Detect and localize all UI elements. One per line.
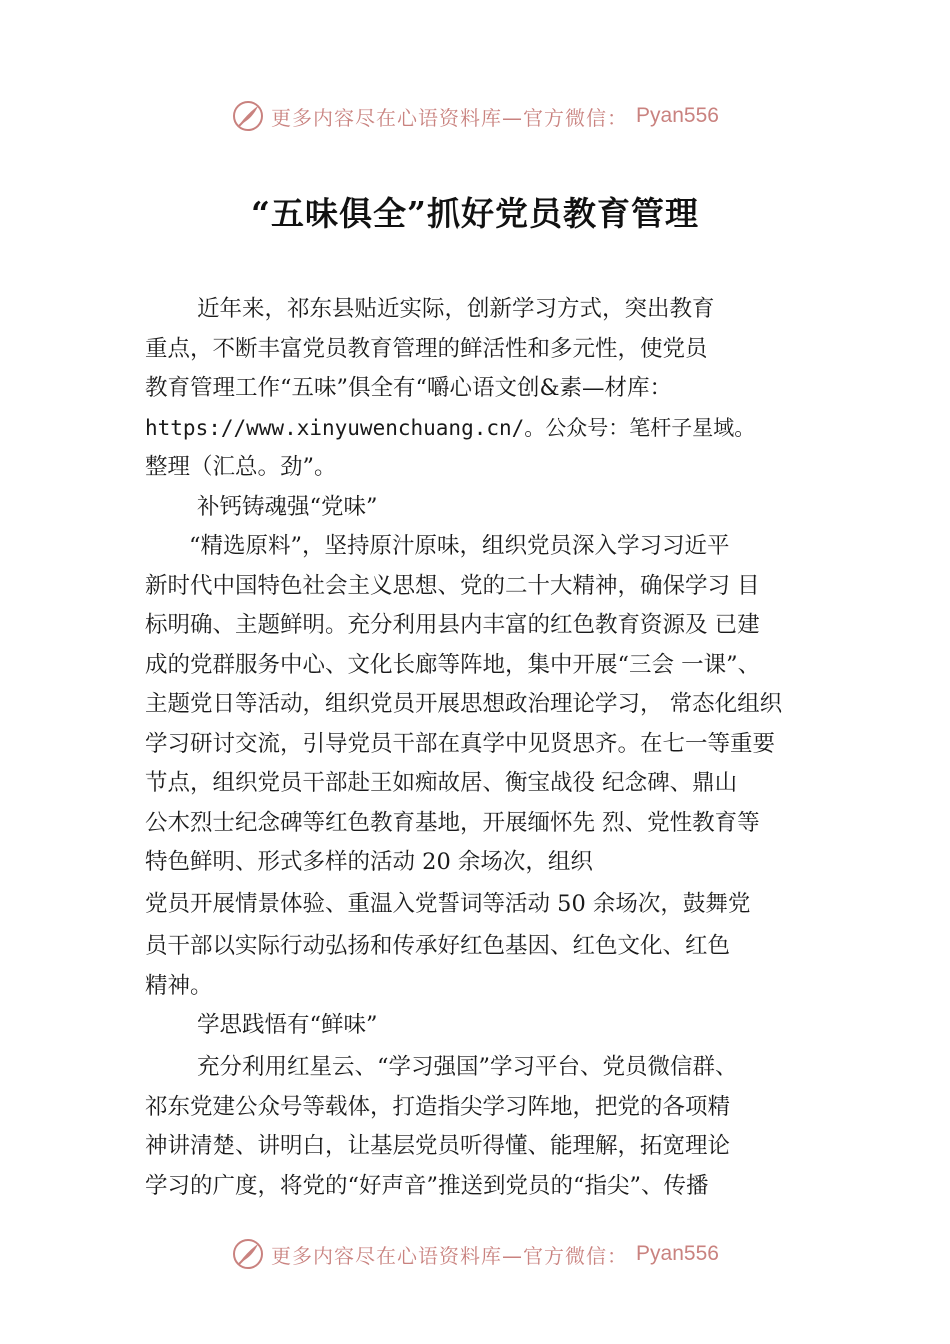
- paragraph-line: 成的党群服务中心、文化长廊等阵地，集中开展“三会 一课”、: [145, 651, 761, 678]
- paragraph-line: 党员开展情景体验、重温入党誓词等活动 50 余场次，鼓舞党: [145, 890, 751, 917]
- paragraph-line: 特色鲜明、形式多样的活动 20 余场次，组织: [145, 849, 593, 875]
- paragraph-line: 教育管理工作“五味”俱全有“嚼心语文创&素—材库：: [145, 375, 673, 401]
- paragraph-line: 学习研讨交流，引导党员干部在真学中见贤思齐。在七一等重要: [145, 730, 776, 757]
- document-body: [145, 290, 835, 1206]
- paragraph-line: 神讲清楚、讲明白，让基层党员听得懂、能理解，拓宽理论: [145, 1133, 731, 1159]
- paragraph-line: 公​⽊烈士纪念碑等红色教育基地，开展缅怀先 烈、党性教育等: [145, 809, 760, 836]
- header-watermark: [0, 96, 950, 136]
- quill-pen-logo-icon: [231, 99, 265, 133]
- document-title: “五味俱全”抓好党员教育管理: [251, 194, 699, 233]
- paragraph-line: 主题党日等活动，组织党员开展思想政治理论学习， 常态化组织: [145, 691, 783, 717]
- paragraph-line: 节点，组织党员干部赴王如痴故居、衡宝战役 纪念碑、鼎山: [145, 770, 738, 796]
- quill-pen-logo-icon: [231, 1237, 265, 1271]
- paragraph-line: 整理（汇总。劲”。: [145, 454, 337, 480]
- paragraph-line: 近年来，祁东县贴近实际，创新学习方式，突出教育: [197, 296, 715, 322]
- paragraph-line: 学习的广度，将党的“好声音”推送到党员的“指尖”、传播: [145, 1172, 709, 1199]
- footer-watermark: [0, 1234, 950, 1274]
- paragraph-line: 员干部以实际行动弘扬和传承好红色基因、红色文化、红色: [145, 932, 731, 959]
- paragraph-line: 精神。: [145, 972, 213, 999]
- watermark-text: 更多内容尽在心语资料库—官方微信：: [271, 1243, 629, 1268]
- watermark-wechat-id: Pyan556: [636, 1242, 719, 1265]
- paragraph-line: 充分利用红星云、“学习强国”学习平台、党员微信群、: [197, 1053, 738, 1080]
- paragraph-line-url: https://www.xinyuwenchuang.cn/。公众号：笔杆子星域。: [145, 415, 756, 440]
- paragraph-line: 新时代中国特色社会主义思想、党的二十大精神，确保学习 目: [145, 572, 760, 599]
- section-heading: 学思践悟有“鲜味”: [197, 1012, 378, 1038]
- paragraph-line: “精选原料”，坚持原汁原味，组织党员深入学习习近平: [189, 533, 730, 559]
- watermark-text: 更多内容尽在心语资料库—官方微信：: [271, 105, 629, 130]
- paragraph-line: 祁东党建公众号等载体，打造指尖学习阵地，把党的各项精: [145, 1093, 731, 1120]
- paragraph-line: 标明确、主题鲜明。充分利用县内丰富的红色教育资源及 已建: [145, 612, 760, 638]
- section-heading: 补钙铸魂强“党味”: [197, 493, 378, 520]
- paragraph-line: 重点，不断丰富党员教育管理的鲜活性和多元性，使党员: [145, 335, 708, 362]
- watermark-wechat-id: Pyan556: [636, 104, 719, 127]
